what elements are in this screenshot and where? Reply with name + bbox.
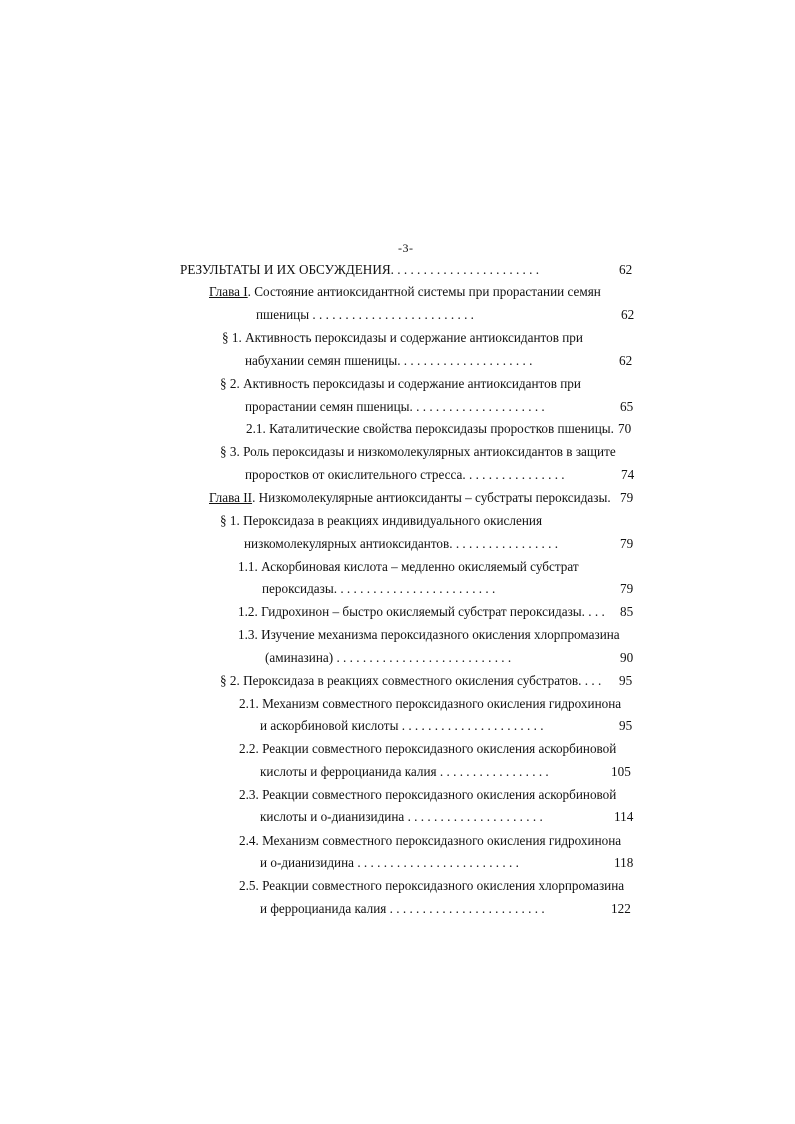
toc-entry-title: и о-дианизидина (260, 855, 355, 870)
toc-entry-continuation (262, 581, 495, 597)
toc-page-number: 90 (620, 650, 634, 665)
toc-page-number: 95 (619, 718, 633, 733)
toc-entry-results (180, 262, 539, 278)
toc-entry-continuation (244, 536, 558, 552)
toc-entry-subsection (238, 604, 605, 620)
page-number: -3- (398, 241, 414, 255)
toc-entry-title: . Низкомолекулярные антиоксиданты – субстраты пероксидазы. (252, 490, 611, 505)
chapter-label: Глава II (209, 490, 253, 505)
toc-entry-continuation (260, 901, 545, 917)
toc-entry-title: кислоты и о-дианизидина (260, 809, 405, 824)
dot-leader: . . . . . . . . . . . . . . . . . . . . . . . . (389, 901, 545, 916)
toc-entry-section: § 1. Активность пероксидазы и содержание антиоксидантов при (222, 330, 583, 345)
toc-entry-title: набухании семян пшеницы (245, 353, 398, 368)
toc-entry-title: кислоты и ферроцианида калия (260, 764, 437, 779)
toc-page-number: 74 (621, 467, 635, 482)
toc-page-number: 118 (614, 855, 634, 870)
toc-page-number: 95 (619, 673, 633, 688)
toc-entry-title: РЕЗУЛЬТАТЫ И ИХ ОБСУЖДЕНИЯ (180, 262, 391, 277)
toc-entry-subsection: 2.5. Реакции совместного пероксидазного окисления хлорпромазина (239, 878, 625, 893)
dot-leader: . . . . . . . . . . . . . . . . . . . . . . . . . . . (336, 650, 512, 665)
toc-entry-continuation (256, 307, 474, 323)
dot-leader: . . . . . . . . . . . . . . . . . . . . . . . . . (357, 855, 519, 870)
toc-entry-subsection: 1.1. Аскорбиновая кислота – медленно окисляемый субстрат (238, 559, 579, 574)
toc-entry-title: пероксидазы (262, 581, 334, 596)
toc-entry-title: и ферроцианида калия (260, 901, 387, 916)
toc-entry-section: § 2. Активность пероксидазы и содержание антиоксидантов при (220, 376, 581, 391)
dot-leader: . . . . . . . . . . . . . . . . . (449, 536, 559, 551)
toc-page-number: 79 (620, 536, 634, 551)
toc-entry-title: пшеницы (256, 307, 310, 322)
toc-page-number: 85 (620, 604, 634, 619)
toc-entry-title: § 2. Пероксидаза в реакциях совместного окисления субстратов (220, 673, 579, 688)
dot-leader: . . . . . . . . . . . . . . . . . . . . . . (401, 718, 544, 733)
toc-entry-continuation (245, 353, 532, 369)
toc-page-number: 79 (620, 490, 634, 505)
toc-page-number: 62 (621, 307, 635, 322)
toc-entry-continuation (260, 764, 549, 780)
toc-entry-continuation (260, 855, 519, 871)
toc-entry-subsection: 1.3. Изучение механизма пероксидазного окисления хлорпромазина (238, 627, 620, 642)
toc-entry-continuation (245, 467, 565, 483)
toc-entry-chapter-1 (209, 284, 601, 300)
toc-entry-title: 1.2. Гидрохинон – быстро окисляемый субстрат пероксидазы. (238, 604, 585, 619)
toc-page-number: 62 (619, 262, 633, 277)
dot-leader: . . . . . . . . . . . . . . . . . . . . . . . (390, 262, 540, 277)
toc-entry-subsection: 2.3. Реакции совместного пероксидазного окисления аскорбиновой (239, 787, 617, 802)
toc-page-number: 114 (614, 809, 634, 824)
toc-entry-title: (аминазина) (265, 650, 334, 665)
dot-leader: . . . (588, 604, 605, 619)
toc-entry-subsection: 2.2. Реакции совместного пероксидазного окисления аскорбиновой (239, 741, 617, 756)
toc-entry-title: низкомолекулярных антиоксидантов (244, 536, 450, 551)
toc-entry-continuation (265, 650, 511, 666)
toc-page-number: 62 (619, 353, 633, 368)
dot-leader: . . . . . . . . . . . . . . . . . . . . . (397, 353, 533, 368)
dot-leader: . . . . . . . . . . . . . . . . . (439, 764, 549, 779)
toc-entry-continuation (260, 718, 544, 734)
toc-page-number: 122 (611, 901, 631, 916)
dot-leader: . . . . (578, 673, 602, 688)
dot-leader: . . . . . . . . . . . . . . . . . . . . . . . . . (333, 581, 496, 596)
toc-entry-subsection: 2.1. Каталитические свойства пероксидазы проростков пшеницы. (246, 421, 614, 436)
toc-page-number: 79 (620, 581, 634, 596)
toc-page-number: 105 (611, 764, 631, 779)
toc-entry-section: § 3. Роль пероксидазы и низкомолекулярных антиоксидантов в защите (220, 444, 616, 459)
toc-entry-continuation (245, 399, 545, 415)
toc-entry-title: и аскорбиновой кислоты (260, 718, 399, 733)
toc-page-number: 65 (620, 399, 634, 414)
dot-leader: . . . . . . . . . . . . . . . . (462, 467, 565, 482)
toc-entry-section (220, 673, 601, 689)
dot-leader: . . . . . . . . . . . . . . . . . . . . . . . . . (312, 307, 474, 322)
chapter-label: Глава I (209, 284, 248, 299)
toc-entry-section: § 1. Пероксидаза в реакциях индивидуального окисления (220, 513, 543, 528)
dot-leader: . . . . . . . . . . . . . . . . . . . . . (407, 809, 543, 824)
toc-page-number: 70 (618, 421, 632, 436)
toc-entry-title: прорастании семян пшеницы (245, 399, 410, 414)
toc-entry-subsection: 2.1. Механизм совместного пероксидазного окисления гидрохинона (239, 696, 622, 711)
toc-entry-continuation (260, 809, 543, 825)
toc-entry-title: . Состояние антиоксидантной системы при прорастании семян (247, 284, 601, 299)
toc-entry-subsection: 2.4. Механизм совместного пероксидазного окисления гидрохинона (239, 833, 622, 848)
toc-entry-chapter-2 (209, 490, 611, 506)
dot-leader: . . . . . . . . . . . . . . . . . . . . . (409, 399, 545, 414)
toc-entry-title: проростков от окислительного стресса (245, 467, 463, 482)
